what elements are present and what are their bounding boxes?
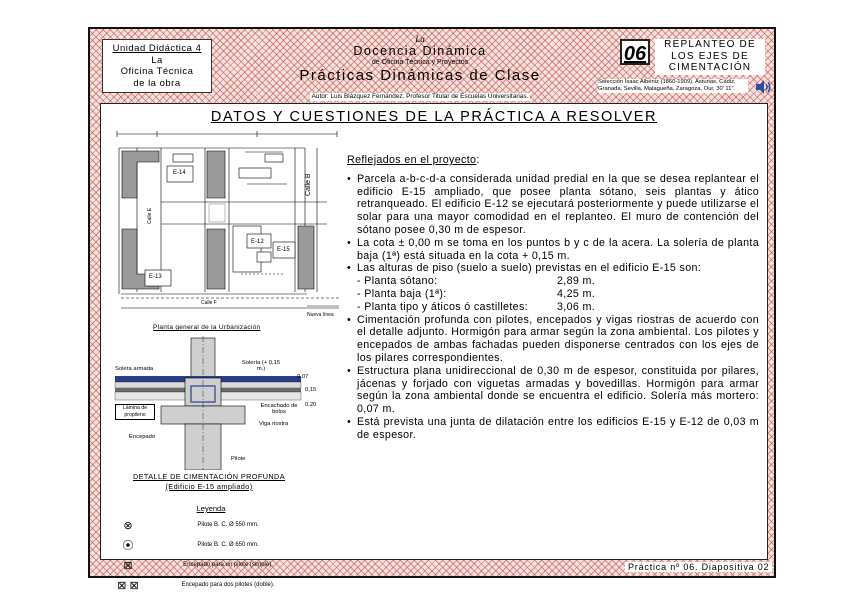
page-title: DATOS Y CUESTIONES DE LA PRÁCTICA A RESOLVER bbox=[210, 109, 658, 125]
legend-text: Encepado para dos pilotes (doble). bbox=[181, 581, 275, 588]
plan-e14: E-14 bbox=[173, 170, 186, 176]
detail-dim-015: 0,15 bbox=[305, 387, 317, 393]
header-la: La bbox=[415, 34, 425, 44]
plan-e15: E-15 bbox=[277, 247, 290, 253]
detail-caption-line2: (Edificio E-15 ampliado) bbox=[165, 482, 253, 491]
detail-soleria: Solería (+ 0,15 m.) bbox=[241, 360, 281, 372]
detail-encachado: Encachado de bolos bbox=[260, 403, 298, 415]
music-selection: Selección Isaac Albéniz (1860-1909). Asturias, Cádiz, Granada, Sevilla, Malagueña, Zaragoza, Our, 30' 11''. bbox=[598, 79, 748, 93]
unit-obra: de la obra bbox=[133, 77, 181, 89]
data-list bbox=[347, 173, 759, 275]
header-docencia: Docencia Dinámica bbox=[353, 44, 487, 58]
header-oficina: de Oficina Técnica y Proyectos bbox=[371, 59, 469, 66]
data-list-continued bbox=[347, 314, 759, 442]
height-row bbox=[347, 301, 759, 314]
unit-la: La bbox=[151, 54, 163, 66]
header-title-block bbox=[270, 35, 570, 99]
plan-nueva-linea: Nueva línea bbox=[307, 312, 334, 318]
subtitle-colon: : bbox=[476, 154, 480, 166]
height-value: 4,25 m. bbox=[557, 287, 596, 300]
legend-item bbox=[111, 515, 311, 535]
legend-title: Leyenda bbox=[196, 504, 226, 513]
plan-e12: E-12 bbox=[251, 239, 264, 245]
practice-text bbox=[347, 154, 759, 442]
legend-item bbox=[111, 555, 311, 575]
detail-caption bbox=[109, 472, 309, 492]
height-label: - Planta tipo y áticos ó castilletes: bbox=[357, 300, 528, 313]
legend-text: Encepado para un pilote (simple). bbox=[183, 561, 273, 568]
unit-label: Unidad Didáctica 4 bbox=[112, 43, 202, 54]
detail-encepado: Encepado bbox=[129, 434, 156, 440]
height-value: 2,89 m. bbox=[557, 275, 596, 288]
pile-550-icon: ⊗ bbox=[123, 519, 133, 532]
list-item: • Parcela a-b-c-d-a considerada unidad predial en la que se desea replantear el edificio E-15 ampliado, que posee planta sótano, seis plantas y ático retranqueado. El edificio E-12 se ejecutará posteriormente y puede utilizarse el solar para una mayor comodidad en el replanteo. El muro de contención del sótano posee 0,30 m de espesor. bbox=[347, 173, 759, 237]
detail-caption-line1: DETALLE DE CIMENTACIÓN PROFUNDA bbox=[132, 472, 285, 481]
unit-oficina: Oficina Técnica bbox=[120, 66, 194, 77]
list-item: • Estructura plana unidireccional de 0,30 m de espesor, constituida por pilares, jácenas y forjado con viguetas armadas y bovedillas. Hormigón para armar según la zona ambiental donde se encuentra el edificio. Solería más mortero: 0,07 m. bbox=[347, 365, 759, 416]
list-item: • Cimentación profunda con pilotes, encepados y vigas riostras de acuerdo con el detalle adjunto. Hormigón para armar según la zona ambiental. Los pilotes y encepados de ambas fachadas pueden disponerse centrados con los ejes de los pilares correspondientes. bbox=[347, 314, 759, 365]
legend-item bbox=[111, 535, 311, 555]
speaker-icon[interactable] bbox=[754, 79, 772, 95]
slide bbox=[88, 27, 776, 592]
detail-pilote: Pilote bbox=[231, 456, 246, 462]
topic-line3: CIMENTACIÓN bbox=[668, 62, 752, 73]
unit-box bbox=[102, 39, 212, 93]
plan-calle-e: Calle E bbox=[147, 207, 153, 224]
height-label: - Planta sótano: bbox=[357, 275, 438, 288]
plan-calle-f: Calle F bbox=[201, 300, 217, 306]
topic-line2: LOS EJES DE bbox=[671, 50, 749, 62]
subtitle-label: Reflejados en el proyecto bbox=[347, 154, 477, 166]
single-pile-cap-icon: ⊠ bbox=[123, 559, 133, 572]
list-item: • La cota ± 0,00 m se toma en los puntos b y c de la acera. La solería de planta baja (1ª) está situada en la cota + 0,15 m. bbox=[347, 237, 759, 263]
double-pile-cap-icon: ⊠ ⊠ bbox=[117, 579, 139, 592]
height-row bbox=[347, 275, 759, 288]
plan-caption: Planta general de la Urbanización bbox=[153, 324, 261, 331]
text-subtitle bbox=[347, 154, 759, 167]
legend-item bbox=[111, 575, 311, 595]
plan-e13: E-13 bbox=[149, 274, 162, 280]
legend-text: Pilote B. C. Ø 550 mm. bbox=[197, 521, 259, 528]
detail-dim-020: 0,20 bbox=[305, 402, 317, 408]
height-value: 3,06 m. bbox=[557, 300, 596, 313]
height-row bbox=[347, 288, 759, 301]
practice-number: 06 bbox=[620, 39, 650, 65]
slide-footer: Práctica nº 06. Diapositiva 02 bbox=[625, 562, 772, 572]
plan-calle-b: Calle B bbox=[305, 173, 312, 196]
detail-lamina: Lámina de propileno bbox=[115, 404, 155, 420]
height-label: - Planta baja (1ª): bbox=[357, 287, 447, 300]
site-plan-drawing bbox=[107, 124, 343, 334]
list-item: • Está prevista una junta de dilatación entre los edificios E-15 y E-12 de 0,03 m de espesor. bbox=[347, 416, 759, 442]
detail-viga: Viga riostra bbox=[259, 421, 289, 427]
pile-650-icon: ⦿ bbox=[122, 540, 134, 552]
legend-text: Pilote B. C. Ø 650 mm. bbox=[197, 541, 259, 548]
topic-line1: REPLANTEO DE bbox=[664, 39, 756, 50]
list-item: • Las alturas de piso (suelo a suelo) previstas en el edificio E-15 son: bbox=[347, 262, 759, 275]
header-practicas: Prácticas Dinámicas de Clase bbox=[299, 67, 541, 84]
detail-dim-007: 0,07 bbox=[297, 374, 309, 380]
detail-solera: Solera armada bbox=[115, 366, 154, 372]
header-author: Autor: Luis Blázquez Fernández. Profesor Titular de Escuelas Universitarias. bbox=[311, 93, 529, 100]
legend bbox=[111, 504, 311, 595]
practice-topic bbox=[655, 39, 765, 75]
